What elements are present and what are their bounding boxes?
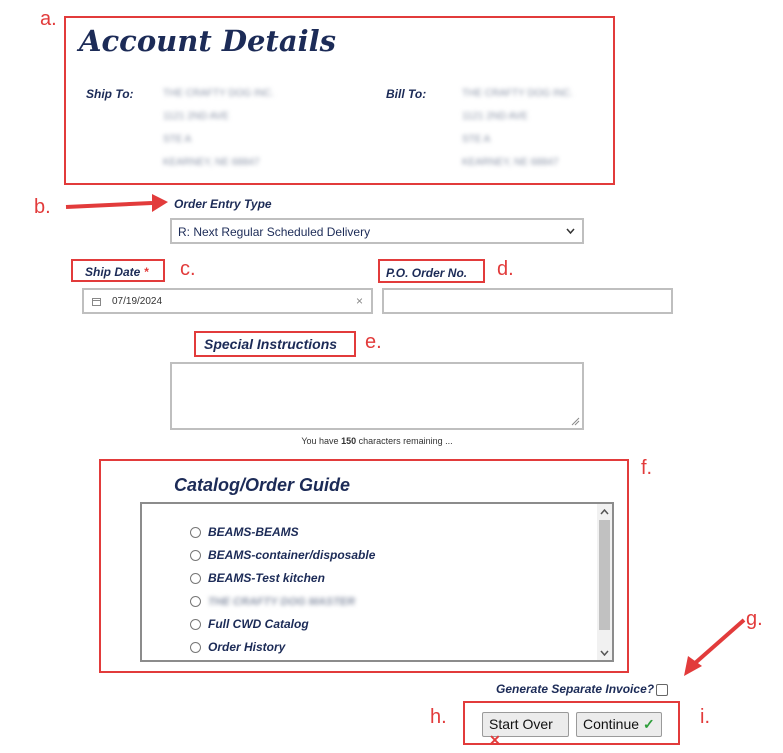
arrow-b bbox=[60, 190, 170, 220]
catalog-option-label: BEAMS-container/disposable bbox=[208, 548, 376, 562]
ship-date-label bbox=[85, 265, 148, 279]
radio-button[interactable] bbox=[190, 596, 201, 607]
bill-to-line: THE CRAFTY DOG INC. bbox=[462, 88, 573, 99]
ship-date-value: 07/19/2024 bbox=[112, 296, 163, 307]
remaining-suffix: characters remaining ... bbox=[356, 436, 453, 446]
callout-f: f. bbox=[641, 457, 653, 479]
radio-button[interactable] bbox=[190, 619, 201, 630]
chevron-up-icon[interactable] bbox=[600, 509, 609, 515]
radio-button[interactable] bbox=[190, 550, 201, 561]
po-label: P.O. Order No. bbox=[386, 266, 468, 280]
radio-button[interactable] bbox=[190, 527, 201, 538]
catalog-option-label: BEAMS-Test kitchen bbox=[208, 571, 325, 585]
catalog-option-label: THE CRAFTY DOG MASTER bbox=[208, 596, 356, 608]
ship-to-label: Ship To: bbox=[86, 87, 134, 101]
catalog-scrollbar[interactable] bbox=[597, 504, 612, 660]
chevron-down-icon bbox=[566, 228, 575, 235]
close-icon: ✕ bbox=[489, 732, 501, 748]
ship-to-line: STE A bbox=[163, 134, 192, 145]
callout-b: b. bbox=[34, 196, 51, 218]
order-entry-value: R: Next Regular Scheduled Delivery bbox=[178, 225, 371, 239]
special-instructions-label: Special Instructions bbox=[204, 336, 338, 352]
chevron-down-icon[interactable] bbox=[600, 650, 609, 656]
account-title: Account Details bbox=[79, 24, 336, 58]
catalog-option-label: Full CWD Catalog bbox=[208, 617, 309, 631]
catalog-option[interactable] bbox=[190, 548, 375, 562]
order-entry-select[interactable] bbox=[170, 218, 584, 244]
required-asterisk: * bbox=[143, 265, 149, 279]
callout-d: d. bbox=[497, 258, 514, 280]
catalog-title: Catalog/Order Guide bbox=[174, 475, 351, 495]
start-over-label: Start Over bbox=[489, 716, 553, 732]
separate-invoice-label: Generate Separate Invoice? bbox=[496, 682, 655, 696]
continue-button[interactable] bbox=[576, 712, 662, 737]
ship-to-line: KEARNEY, NE 68847 bbox=[163, 157, 260, 168]
resize-handle-icon[interactable] bbox=[570, 416, 580, 426]
arrow-g bbox=[672, 614, 752, 684]
separate-invoice-checkbox[interactable] bbox=[656, 684, 668, 696]
callout-a: a. bbox=[40, 8, 57, 30]
order-entry-label: Order Entry Type bbox=[174, 197, 272, 211]
clear-date-icon[interactable]: × bbox=[355, 294, 363, 308]
catalog-option[interactable] bbox=[190, 525, 299, 539]
catalog-option[interactable] bbox=[190, 594, 355, 608]
ship-date-input[interactable] bbox=[82, 288, 373, 314]
continue-label: Continue bbox=[583, 716, 640, 732]
callout-i: i. bbox=[700, 706, 710, 728]
calendar-icon bbox=[92, 297, 101, 306]
catalog-option-label: Order History bbox=[208, 640, 286, 654]
ship-to-line: 1121 2ND AVE bbox=[163, 111, 229, 122]
bill-to-line: KEARNEY, NE 68847 bbox=[462, 157, 559, 168]
start-over-button[interactable] bbox=[482, 712, 569, 748]
remaining-prefix: You have bbox=[301, 436, 342, 446]
catalog-option[interactable] bbox=[190, 617, 309, 631]
catalog-list bbox=[140, 502, 614, 662]
characters-remaining bbox=[170, 436, 584, 446]
po-order-input[interactable] bbox=[382, 288, 673, 314]
catalog-option[interactable] bbox=[190, 571, 325, 585]
bill-to-line: STE A bbox=[462, 134, 491, 145]
callout-h: h. bbox=[430, 706, 447, 728]
scrollbar-thumb[interactable] bbox=[599, 520, 610, 630]
callout-c: c. bbox=[180, 258, 196, 280]
special-instructions-textarea[interactable] bbox=[170, 362, 584, 430]
catalog-option-label: BEAMS-BEAMS bbox=[208, 525, 299, 539]
remaining-count: 150 bbox=[341, 436, 357, 446]
callout-e: e. bbox=[365, 331, 382, 353]
check-icon: ✓ bbox=[642, 716, 655, 732]
bill-to-line: 1121 2ND AVE bbox=[462, 111, 528, 122]
ship-to-line: THE CRAFTY DOG INC. bbox=[163, 88, 274, 99]
callout-g: g. bbox=[746, 608, 763, 630]
radio-button[interactable] bbox=[190, 642, 201, 653]
bill-to-label: Bill To: bbox=[386, 87, 427, 101]
radio-button[interactable] bbox=[190, 573, 201, 584]
catalog-option[interactable] bbox=[190, 640, 285, 654]
ship-date-label-text: Ship Date bbox=[85, 265, 141, 279]
